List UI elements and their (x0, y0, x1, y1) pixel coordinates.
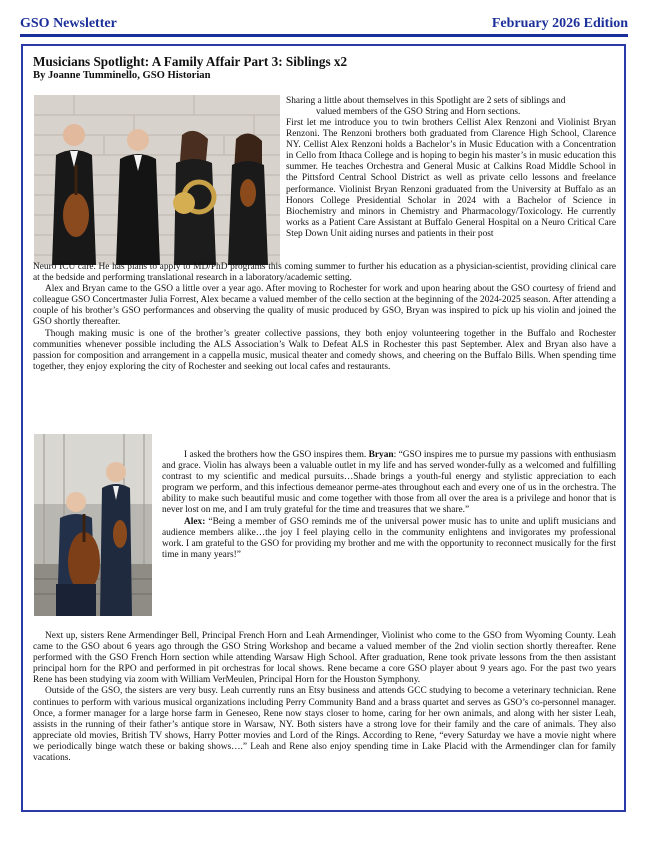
quote-bryan (162, 450, 616, 517)
paragraph-neuro: Neuro ICU care. He has plans to apply to MD/PhD programs this coming summer to further his education as a physician-scientist, providing clinical care at the bedside and performing translational research in a laboratory/academic setting. (33, 262, 616, 284)
bryan-label: Bryan (368, 450, 394, 460)
photo-renzoni-brothers (34, 434, 152, 616)
quotes-block (162, 450, 616, 561)
alex-label: Alex: (184, 516, 206, 527)
bryan-quote-text: : “GSO inspires me to pursue my passions with enthusiasm and grace. Violin has always been a valuable outlet in my life and has served wonder-fully as a welcomed and fulfilling contrast to my scientific and medical pursuits…Shade brings a youth-ful energy and stylistic appreciation to each program we perform, and this infectious demeanor perme-ates throughout each and every one of us in the orchestra. The ability to make such beautiful music and come together with those from all over the area is a privilege and honor that is never lost on me, and I am truly grateful for the time and treasures that we share.” (162, 450, 617, 516)
paragraph-sisters-outside: Outside of the GSO, the sisters are very busy. Leah currently runs an Etsy business and attends GCC studying to become a veterinary technician. Rene continues to perform with various musical organizations including Perry Community Band and a brass quartet and serves as GSO’s co-personnel manager. Once, a former manager for a large horse farm in Geneseo, Rene now stays closer to home, caring for her own animals, and along with her sister Leah, assists in the running of their father’s antique store in Warsaw, NY. Both sisters have a strong love for their family and the care of animals. They also appreciate old movies, British TV shows, Harry Potter movies and Lord of the Rings. According to Rene, “every Saturday we have a movie night where we periodically binge watch these or baking shows….” Leah and Rene also enjoy spending time in Lake Placid with the Armendinger clan for family vacations. (33, 686, 616, 764)
header-rule (20, 34, 628, 37)
quote-alex (162, 517, 616, 561)
question-intro: I asked the brothers how the GSO inspires them. (184, 450, 367, 460)
paragraph-volunteering: Though making music is one of the brother’s greater collective passions, they both enjoy volunteering together in the Buffalo and Rochester communities whenever possible including the ALS Association’s Walk to Defeat ALS in Rochester this past September. Alex and Bryan also have a passion for composition and arrangement in a cappella music, musical theater and comedy shows, and cheering on the Buffalo Bills. When spending time together, they enjoy exploring the city of Rochester and seeking out local cafes and restaurants. (33, 328, 616, 372)
article-title: Musicians Spotlight: A Family Affair Part 3: Siblings x2 (33, 54, 348, 69)
article-byline: By Joanne Tumminello, GSO Historian (33, 70, 211, 81)
group-photo-four-musicians (34, 95, 280, 265)
newsletter-header (20, 14, 628, 36)
alex-quote-text: “Being a member of GSO reminds me of the universal power music has to unite and uplift musicians and audience members alike…the joy I feel playing cello in the community enlightens and invigorates my professional work. I am grateful to the GSO for providing my brother and me with the opportunity to reconnect musically for the first time in many years!” (162, 516, 616, 560)
paragraph-joined-gso: Alex and Bryan came to the GSO a little over a year ago. After moving to Rochester for work and upon hearing about the GSO courtesy of friend and colleague GSO Concertmaster Julia Forrest, Alex became a valued member of the cello section at the beginning of the 2024-2025 season. After attending a couple of his brother’s GSO performances and observing the quality of music produced by GSO, Bryan was inspired to pick up his violin and joined the GSO shortly thereafter. (33, 284, 616, 328)
intro-line-1: Sharing a little about themselves in this Spotlight are 2 sets of siblings and (286, 96, 566, 106)
paragraph-block-2 (33, 631, 616, 764)
paragraph-twins-intro: First let me introduce you to twin brothers Cellist Alex Renzoni and Violinist Bryan Renzoni. The Renzoni brothers both graduated from Clarence High School, Clarence NY. Cellist Alex Renzoni holds a Bachelor’s in Music Education with a Concentration in Cello from Ithaca College and is hoping to begin his master’s in music education this summer. He teaches Orchestra and General Music at Calkins Road Middle School in the Pittsford Central School District as well as private cello lessons and freelance performance. Violinist Bryan Renzoni graduated from the University at Buffalo as an Honors College Presidential Scholar in 2024 with a Bachelor of Science in Biochemistry and minors in Chemistry and Pharmacology/Toxicology. He currently works as a Patient Care Assistant at Buffalo General Hospital on a Neuro Critical Care Step Down Unit aiding nurses and patients in their post (286, 118, 616, 239)
paragraph-sisters-intro: Next up, sisters Rene Armendinger Bell, Principal French Horn and Leah Armendinger, Violinist who come to the GSO from Wyoming County. Leah came to the GSO about 6 years ago through the GSO String Workshop and became a valued member of the 2nd violin section shortly thereafter. Rene performed with the GSO French Horn section while attending Warsaw High School. After graduation, Rene took private lessons from the then assistant principal horn for the RPO and performed in pit orchestras for local shows. Rene became a core GSO player about 9 years ago. For the past two years Rene has been studying via zoom with William VerMeulen, Principal Horn for the Houston Symphony. (33, 631, 616, 686)
edition-date: February 2026 Edition (491, 16, 628, 31)
intro-line-2: valued members of the GSO String and Horn sections. (316, 107, 521, 117)
newsletter-name: GSO Newsletter (20, 16, 117, 31)
paragraph-block-1 (33, 262, 616, 373)
